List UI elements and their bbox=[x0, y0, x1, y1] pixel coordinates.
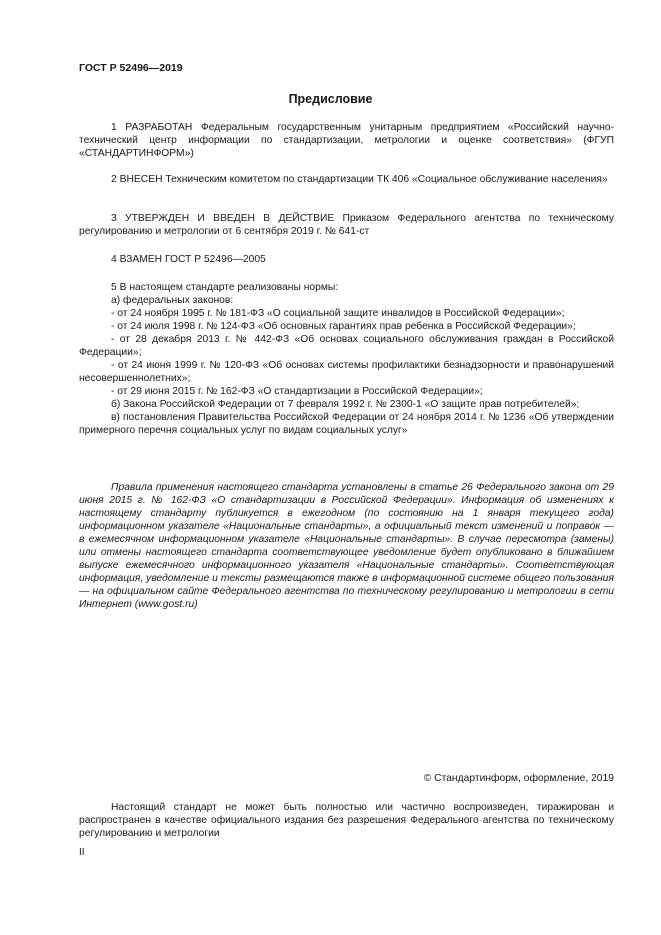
item-text: РАЗРАБОТАН Федеральным государственным унитарным предприятием «Российский научно-технический центр информации по стандартизации, метрологии и оценке соответствия» (ФГУП «СТАНДАРТИНФОРМ») bbox=[79, 122, 614, 159]
foreword-item-3 bbox=[79, 212, 614, 238]
page-title: Предисловие bbox=[288, 92, 373, 106]
item-number: 1 bbox=[111, 122, 117, 133]
page-number: II bbox=[79, 847, 85, 858]
page-header: ГОСТ Р 52496—2019 bbox=[79, 62, 183, 74]
publication-notice: Правила применения настоящего стандарта установлены в статье 26 Федерального закона от 29 июня 2015 г. № 162-ФЗ «О стандартизации в Российской Федерации». Информация об изменениях к настоящему стандарту публикуется в ежегодном (по состоянию на 1 января текущего года) информационном указателе «Национальные стандарты», а официальный текст изменений и поправок — в ежемесячном информационном указателе «Национальные стандарты». В случае пересмотра (замены) или отмены настоящего стандарта соответствующее уведомление будет опубликовано в ближайшем выпуске ежемесячного информационного указателя «Национальные стандарты». Соответствующая информация, уведомление и тексты размещаются также в информационной системе общего пользования — на официальном сайте Федерального агентства по техническому регулированию и метрологии в сети Интернет (www.gost.ru) bbox=[79, 482, 614, 610]
item-number: 3 bbox=[111, 213, 117, 224]
foreword-item-5 bbox=[79, 281, 614, 437]
foreword-item-1 bbox=[79, 121, 614, 160]
norm-law-item: - от 24 июня 1999 г. № 120-ФЗ «Об основах системы профилактики безнадзорности и правонарушений несовершеннолетних»; bbox=[79, 360, 614, 384]
foreword-item-2 bbox=[79, 173, 614, 186]
norm-law-item: - от 28 декабря 2013 г. № 442-ФЗ «Об основах социального обслуживания граждан в Российской Федерации»; bbox=[79, 334, 614, 358]
item-text: В настоящем стандарте реализованы нормы: bbox=[119, 282, 339, 293]
item-number: 2 bbox=[111, 174, 117, 185]
copyright-line: © Стандартинформ, оформление, 2019 bbox=[423, 773, 614, 784]
item-text: ВНЕСЕН Техническим комитетом по стандартизации ТК 406 «Социальное обслуживание населения» bbox=[119, 174, 608, 185]
foreword-item-4 bbox=[79, 253, 614, 266]
item-text: ВЗАМЕН ГОСТ Р 52496—2005 bbox=[119, 254, 266, 265]
norm-group-c: в) постановления Правительства Российской Федерации от 24 ноября 2014 г. № 1236 «Об утверждении примерного перечня социальных услуг по видам социальных услуг» bbox=[79, 412, 614, 436]
item-text: УТВЕРЖДЕН И ВВЕДЕН В ДЕЙСТВИЕ Приказом Федерального агентства по техническому регулированию и метрологии от 6 сентября 2019 г. № 641-ст bbox=[79, 213, 614, 237]
item-number: 4 bbox=[111, 254, 117, 265]
norm-law-item: - от 24 июля 1998 г. № 124-ФЗ «Об основных гарантиях прав ребенка в Российской Федерации»; bbox=[111, 321, 576, 332]
norm-law-item: - от 29 июня 2015 г. № 162-ФЗ «О стандартизации в Российской Федерации»; bbox=[111, 386, 483, 397]
item-number: 5 bbox=[111, 282, 117, 293]
norm-law-item: - от 24 ноября 1995 г. № 181-ФЗ «О социальной защите инвалидов в Российской Федерации»; bbox=[111, 308, 565, 319]
norm-group-a: а) федеральных законов: bbox=[111, 295, 234, 306]
reproduction-notice: Настоящий стандарт не может быть полностью или частично воспроизведен, тиражирован и распространен в качестве официального издания без разрешения Федерального агентства по техническому регулированию и метрологии bbox=[79, 802, 614, 839]
norm-group-b: б) Закона Российской Федерации от 7 февраля 1992 г. № 2300-1 «О защите прав потребителей»; bbox=[111, 399, 580, 410]
